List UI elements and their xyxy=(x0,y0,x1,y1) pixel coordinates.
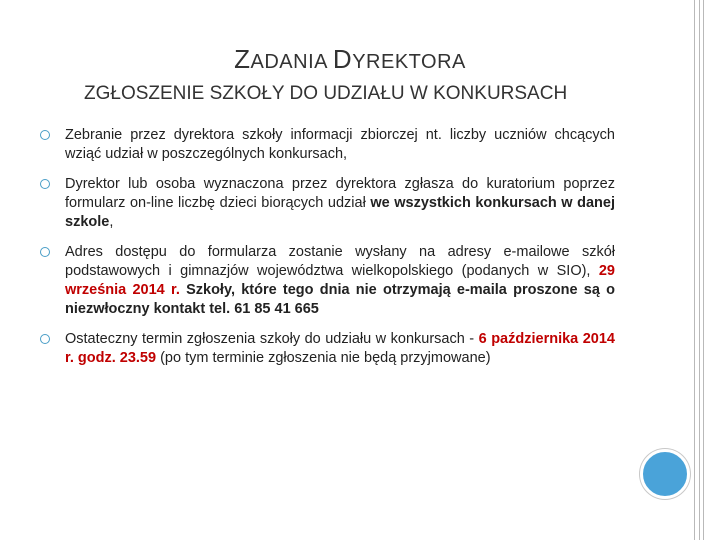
bullet-text: Adres dostępu do formularza zostanie wysłany na adresy e-mailowe szkół podstawowych i gimnazjów województwa wielkopolskiego (podanych w SIO), xyxy=(65,244,615,279)
list-item xyxy=(40,330,615,368)
slide-subtitle: ZGŁOSZENIE SZKOŁY DO UDZIAŁU W KONKURSACH xyxy=(84,83,568,104)
title-part: ADANIA xyxy=(250,51,333,73)
bullet-circle-icon xyxy=(40,334,50,344)
decorative-rail xyxy=(694,0,695,540)
list-item xyxy=(40,175,615,232)
bullet-text: (po tym terminie zgłoszenia nie będą przyjmowane) xyxy=(156,350,491,366)
bullet-list xyxy=(40,126,615,379)
slide-title xyxy=(0,44,700,75)
bullet-date: 29 września 2014 r. xyxy=(65,263,615,298)
bullet-bold-text: Szkoły, które tego dnia nie otrzymają e-maila proszone są o niezwłoczny kontakt tel. 61 85 41 665 xyxy=(65,282,615,317)
decorative-rail xyxy=(699,0,700,540)
bullet-text: Zebranie przez dyrektora szkoły informacji zbiorczej nt. liczby uczniów chcących wziąć udział w poszczególnych konkursach, xyxy=(65,127,615,162)
bullet-circle-icon xyxy=(40,130,50,140)
bullet-text: Dyrektor lub osoba wyznaczona przez dyrektora zgłasza do kuratorium poprzez formularz on-line liczbę dzieci biorących udział xyxy=(65,176,615,211)
bullet-deadline: 6 października 2014 r. godz. 23.59 xyxy=(65,331,615,366)
title-initial: D xyxy=(332,44,353,74)
bullet-circle-icon xyxy=(40,247,50,257)
list-item xyxy=(40,126,615,164)
decorative-circle-icon xyxy=(640,449,690,499)
bullet-circle-icon xyxy=(40,179,50,189)
bullet-text: Ostateczny termin zgłoszenia szkoły do udziału w konkursach - xyxy=(65,331,479,347)
title-part: YREKTORA xyxy=(352,51,466,73)
decorative-rail xyxy=(703,0,704,540)
bullet-bold-text: we wszystkich konkursach w danej szkole xyxy=(65,195,615,230)
list-item xyxy=(40,243,615,319)
title-initial: Z xyxy=(234,44,251,74)
bullet-text: , xyxy=(109,214,114,230)
